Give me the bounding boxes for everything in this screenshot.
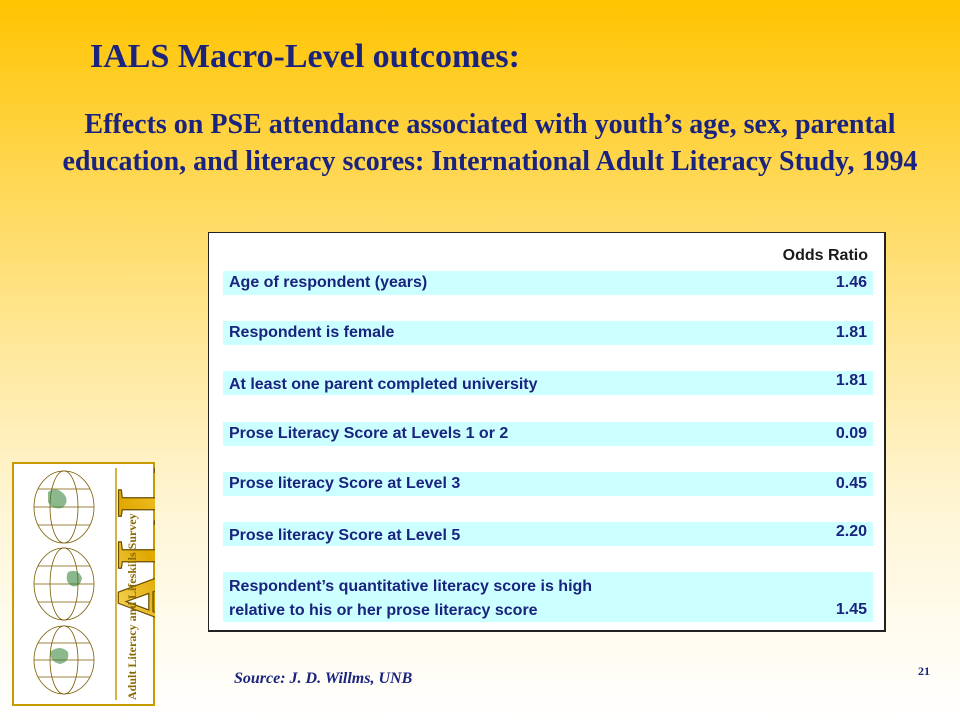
row-value: 1.45	[835, 601, 867, 618]
slide-subtitle: Effects on PSE attendance associated with youth’s age, sex, parental education, and literacy scores: International Adult Literacy Study, 1994	[62, 109, 918, 177]
row-label-line-2: relative to his or her prose literacy score	[229, 602, 538, 619]
row-label: Prose literacy Score at Level 5	[229, 527, 461, 544]
row-value: 1.81	[835, 324, 867, 341]
logo-letters: ALL	[100, 465, 155, 626]
table-row	[223, 371, 873, 395]
row-label: Respondent is female	[229, 324, 395, 341]
table-row	[223, 321, 873, 345]
slide-title: IALS Macro-Level outcomes:	[90, 38, 520, 75]
row-value: 1.46	[835, 274, 867, 291]
row-label: Prose literacy Score at Level 3	[229, 475, 461, 492]
row-label: Age of respondent (years)	[229, 274, 428, 291]
table-row	[223, 572, 873, 622]
page-number: 21	[918, 664, 930, 678]
row-value: 0.45	[835, 475, 867, 492]
row-label: Prose Literacy Score at Levels 1 or 2	[229, 425, 509, 442]
row-label	[229, 575, 592, 623]
table-row	[223, 522, 873, 546]
all-survey-logo	[12, 462, 155, 706]
row-value: 0.09	[835, 425, 867, 442]
logo-side-text: Adult Literacy and Lifeskills Survey	[125, 513, 139, 700]
source-citation: Source: J. D. Willms, UNB	[234, 670, 413, 687]
row-value: 1.81	[835, 372, 867, 389]
table-row	[223, 422, 873, 446]
table-row	[223, 271, 873, 295]
globe-hemispheres-icon	[12, 462, 155, 706]
row-label: At least one parent completed university	[229, 376, 538, 393]
table-row	[223, 472, 873, 496]
row-value: 2.20	[835, 523, 867, 540]
odds-ratio-table	[208, 232, 886, 632]
column-header-odds-ratio: Odds Ratio	[782, 247, 868, 264]
row-label-line-1: Respondent’s quantitative literacy score is high	[229, 578, 593, 595]
